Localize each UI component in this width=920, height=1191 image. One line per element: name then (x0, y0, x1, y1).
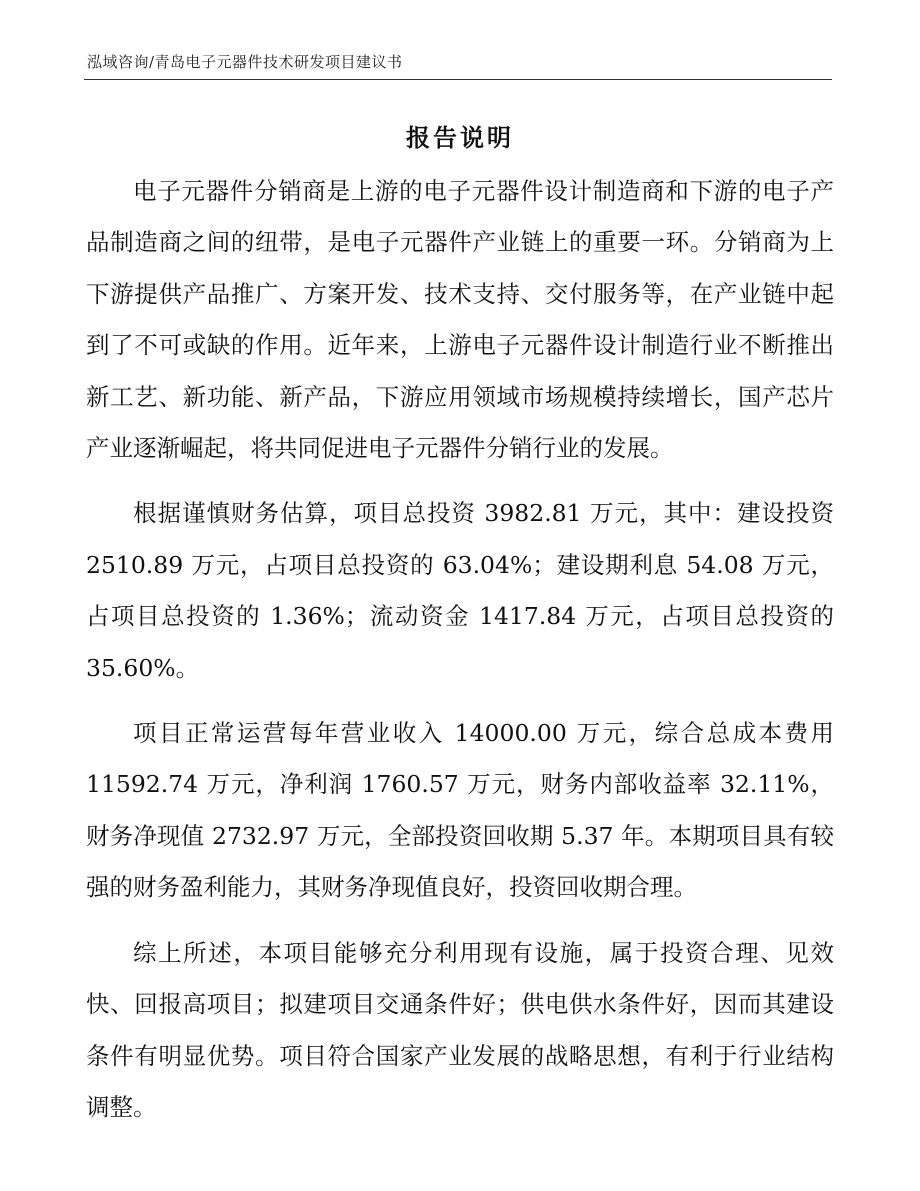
paragraph-investment: 根据谨慎财务估算，项目总投资 3982.81 万元，其中：建设投资 2510.89 万元，占项目总投资的 63.04%；建设期利息 54.08 万元，占项目总投资的 1.36%；流动资金 1417.84 万元，占项目总投资的 35.60%。 (86, 499, 834, 682)
paragraph-conclusion: 综上所述，本项目能够充分利用现有设施，属于投资合理、见效快、回报高项目；拟建项目交通条件好；供电供水条件好，因而其建设条件有明显优势。项目符合国家产业发展的战略思想，有利于行业结构调整。 (86, 938, 834, 1121)
document-body (86, 166, 834, 1147)
paragraph-overview: 电子元器件分销商是上游的电子元器件设计制造商和下游的电子产品制造商之间的纽带，是电子元器件产业链上的重要一环。分销商为上下游提供产品推广、方案开发、技术支持、交付服务等，在产业链中起到了不可或缺的作用。近年来，上游电子元器件设计制造行业不断推出新工艺、新功能、新产品，下游应用领域市场规模持续增长，国产芯片产业逐渐崛起，将共同促进电子元器件分销行业的发展。 (86, 177, 834, 463)
header-divider (84, 79, 832, 80)
running-header: 泓域咨询/青岛电子元器件技术研发项目建议书 (87, 53, 403, 71)
page-title: 报告说明 (406, 123, 514, 152)
paragraph-financials: 项目正常运营每年营业收入 14000.00 万元，综合总成本费用 11592.74 万元，净利润 1760.57 万元，财务内部收益率 32.11%，财务净现值 2732.97 万元，全部投资回收期 5.37 年。本期项目具有较强的财务盈利能力，其财务净现值良好，投资回收期合理。 (86, 719, 834, 902)
